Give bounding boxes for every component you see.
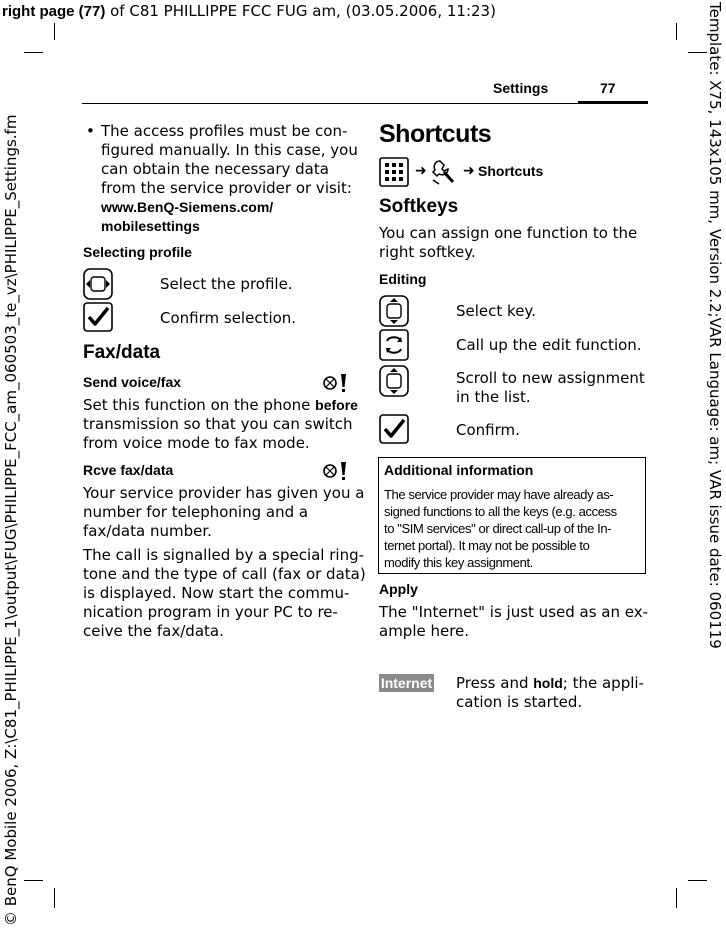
crop-mark [54,23,55,40]
select-profile-text: Select the profile. [160,275,293,293]
menu-grid-icon [379,157,409,187]
print-header [2,2,496,20]
softkeys-heading: Softkeys [379,196,459,217]
text-line: The service provider may have already as- [384,487,614,502]
text-line: nication program in your PC to re- [83,603,338,621]
text-line: modify this key assignment. [384,555,533,570]
bullet-mark: • [86,122,95,140]
running-head-rule [82,103,648,104]
softkeys-description [379,224,637,262]
navigation-key-icon [83,268,113,300]
text-span: Press and [456,674,534,692]
press-hold-text [456,674,644,712]
send-voice-fax-description [83,396,358,453]
confirm-key-icon [83,302,113,332]
editing-heading: Editing [379,271,427,287]
text-line: tone and the type of call (fax or data) [83,565,366,583]
crop-mark [24,52,43,53]
text-line: from the service provider or visit: [101,179,352,197]
text-line: to "SIM services" or direct call-up of the In- [384,521,612,536]
text-line [456,674,644,693]
file-path-vertical: © BenQ Mobile 2006, Z:\C81_PHILIPPE_1\output\FUG\PHILIPPE_FCC_am_060503_te_vz\PHILIPPE_Settings.fm [2,114,20,926]
crop-mark [676,888,677,908]
rcve-fax-description [83,484,364,541]
crop-mark [688,52,707,53]
path-arrow-icon: ➜ [463,163,475,179]
text-line: ceive the fax/data. [83,622,224,640]
crop-mark [676,23,677,40]
internet-softkey[interactable]: Internet [380,675,433,691]
additional-info-title: Additional information [384,462,534,478]
print-header-rest: of C81 PHILLIPPE FCC FUG am, (03.05.2006, 11:23) [105,2,496,20]
text-line: can obtain the necessary data [101,160,329,178]
rcve-fax-data-heading: Rcve fax/data [83,462,174,478]
fax-data-heading: Fax/data [83,342,161,363]
selecting-profile-heading: Selecting profile [83,244,192,260]
wrench-settings-icon [431,158,457,186]
crop-mark [54,888,55,908]
url-line[interactable]: www.BenQ-Siemens.com/ [101,199,274,215]
select-key-text: Select key. [456,302,536,320]
bullet-text [101,122,358,198]
text-line: from voice mode to fax mode. [83,434,310,452]
confirm-key-icon [379,414,409,444]
shortcuts-heading: Shortcuts [379,120,492,148]
url-link[interactable] [101,198,273,236]
menu-path-shortcuts: Shortcuts [478,163,544,179]
print-header-bold: right page (77) [2,3,106,20]
path-arrow-icon: ➜ [415,163,427,179]
bold-word-hold: hold [533,675,563,691]
text-line: cation is started. [456,693,583,711]
confirm-selection-text: Confirm selection. [160,309,297,327]
text-line: in the list. [456,388,531,406]
call-signalled-paragraph [83,546,366,641]
crop-mark [24,880,43,881]
text-line: fax/data number. [83,522,212,540]
template-info-vertical: Template: X75, 143x105 mm, Version 2.2;VAR Language: am; VAR issue date: 060119 [706,2,724,649]
text-line: Scroll to new assignment [456,369,645,387]
text-line: number for telephoning and a [83,503,309,521]
confirm-text: Confirm. [456,421,520,439]
text-span: Set this function on the phone [83,396,316,414]
send-voice-fax-heading: Send voice/fax [83,374,182,390]
network-service-icon [322,460,348,482]
running-head-page: 77 [600,80,616,96]
text-line: You can assign one function to the [379,224,638,242]
additional-info-text [384,486,617,571]
text-line: The "Internet" is just used as an ex- [379,603,649,621]
scroll-assignment-text [456,369,645,407]
apply-heading: Apply [379,581,418,597]
apply-description [379,603,648,641]
text-line: Your service provider has given you a [83,484,365,502]
bold-word-before: before [315,397,358,413]
text-line [83,396,358,415]
network-service-icon [322,372,348,394]
edit-function-text: Call up the edit function. [456,336,642,354]
menu-path [379,157,579,187]
text-line: right softkey. [379,243,476,261]
additional-info-box [378,457,646,574]
text-line: ample here. [379,622,470,640]
text-line: is displayed. Now start the commu- [83,584,350,602]
running-head-rule-thick [578,101,648,104]
scroll-key-icon [379,295,409,327]
text-line: ternet portal). It may not be possible to [384,538,590,553]
text-line: transmission so that you can switch [83,415,353,433]
url-line[interactable]: mobilesettings [101,218,200,234]
text-line: figured manually. In this case, you [101,141,358,159]
scroll-key-icon [379,365,409,397]
text-line: signed functions to all the keys (e.g. access [384,504,617,519]
crop-mark [688,880,707,881]
text-line: The call is signalled by a special ring- [83,546,365,564]
running-head-title: Settings [493,80,549,96]
text-line: The access profiles must be con- [101,122,348,140]
text-span: ; the appli- [562,674,644,692]
edit-function-icon [379,329,409,361]
